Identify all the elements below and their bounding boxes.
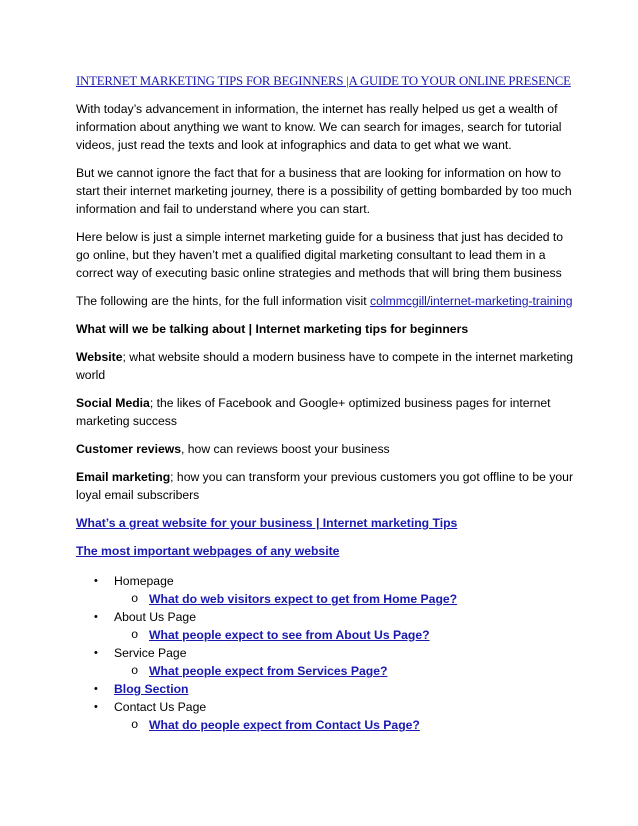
sub-list-item — [76, 716, 576, 734]
intro-paragraph-2: But we cannot ignore the fact that for a business that are looking for information on how to start their internet marketing journey, there is a possibility of getting bombarded by too much information and fail to understand where you can start. — [76, 166, 572, 216]
great-website-paragraph — [76, 514, 576, 532]
talking-about-heading — [76, 320, 576, 338]
list-item-service — [76, 644, 576, 680]
topic-customer-reviews — [76, 440, 576, 458]
sub-list-item — [76, 662, 576, 680]
topic-email-marketing — [76, 468, 576, 504]
sub-list-item — [76, 590, 576, 608]
list-item-label: Service Page — [114, 646, 187, 660]
hints-paragraph — [76, 292, 576, 310]
sub-list — [114, 590, 576, 608]
important-pages-link[interactable]: The most important webpages of any website — [76, 544, 340, 558]
list-item-label: Homepage — [114, 574, 174, 588]
sub-list-item — [76, 626, 576, 644]
sub-list — [114, 662, 576, 680]
list-item-homepage — [76, 572, 576, 608]
hints-text: The following are the hints, for the full information visit — [76, 294, 370, 308]
services-expect-link[interactable]: What people expect from Services Page? — [149, 664, 388, 678]
sub-bullet-icon: o — [131, 628, 139, 642]
topic-desc: ; what website should a modern business have to compete in the internet marketing world — [76, 350, 574, 382]
topic-desc: ; how you can transform your previous customers you got offline to be your loyal email subscribers — [76, 470, 573, 502]
topic-term: Customer reviews — [76, 442, 181, 456]
list-item-blog — [76, 680, 576, 698]
bullet-icon: • — [94, 701, 98, 713]
topic-term: Email marketing — [76, 470, 171, 484]
topic-term: Social Media — [76, 396, 150, 410]
list-item-about-us — [76, 608, 576, 644]
important-pages-paragraph — [76, 542, 576, 560]
about-us-expect-link[interactable]: What people expect to see from About Us Page? — [149, 628, 430, 642]
topic-social-media — [76, 394, 576, 430]
sub-list — [114, 626, 576, 644]
bullet-icon: • — [94, 647, 98, 659]
webpages-list — [76, 572, 576, 734]
topic-term: Website — [76, 350, 123, 364]
intro-paragraph-1: With today’s advancement in information, the internet has really helped us get a wealth of information about anything we want to know. We can search for images, search for tutorial videos, just read the texts and look at infographics and data to get what we want. — [76, 102, 562, 152]
sub-bullet-icon: o — [131, 592, 139, 606]
homepage-expect-link[interactable]: What do web visitors expect to get from Home Page? — [149, 592, 458, 606]
sub-bullet-icon: o — [131, 718, 139, 732]
intro-paragraph-3: Here below is just a simple internet marketing guide for a business that just has decided to go online, but they haven’t met a qualified digital marketing consultant to lead them in a correct way of executing basic online strategies and methods that will bring them business — [76, 230, 564, 280]
list-item-label: Contact Us Page — [114, 700, 207, 714]
bullet-icon: • — [94, 611, 98, 623]
list-item-label: About Us Page — [114, 610, 196, 624]
talking-about-text: What will we be talking about | Internet marketing tips for beginners — [76, 322, 469, 336]
training-link[interactable]: colmmcgill/internet-marketing-training — [370, 294, 573, 308]
sub-bullet-icon: o — [131, 664, 139, 678]
topic-desc: , how can reviews boost your business — [181, 442, 390, 456]
sub-list — [114, 716, 576, 734]
topic-desc: ; the likes of Facebook and Google+ optimized business pages for internet marketing success — [76, 396, 551, 428]
document-title: INTERNET MARKETING TIPS FOR BEGINNERS |A GUIDE TO YOUR ONLINE PRESENCE — [76, 74, 571, 88]
bullet-icon: • — [94, 683, 98, 695]
document-page — [76, 72, 576, 734]
contact-us-expect-link[interactable]: What do people expect from Contact Us Page? — [149, 718, 420, 732]
blog-section-link[interactable]: Blog Section — [114, 682, 189, 696]
list-item-contact-us — [76, 698, 576, 734]
bullet-icon: • — [94, 575, 98, 587]
great-website-link[interactable]: What’s a great website for your business | Internet marketing Tips — [76, 516, 458, 530]
topic-website — [76, 348, 576, 384]
